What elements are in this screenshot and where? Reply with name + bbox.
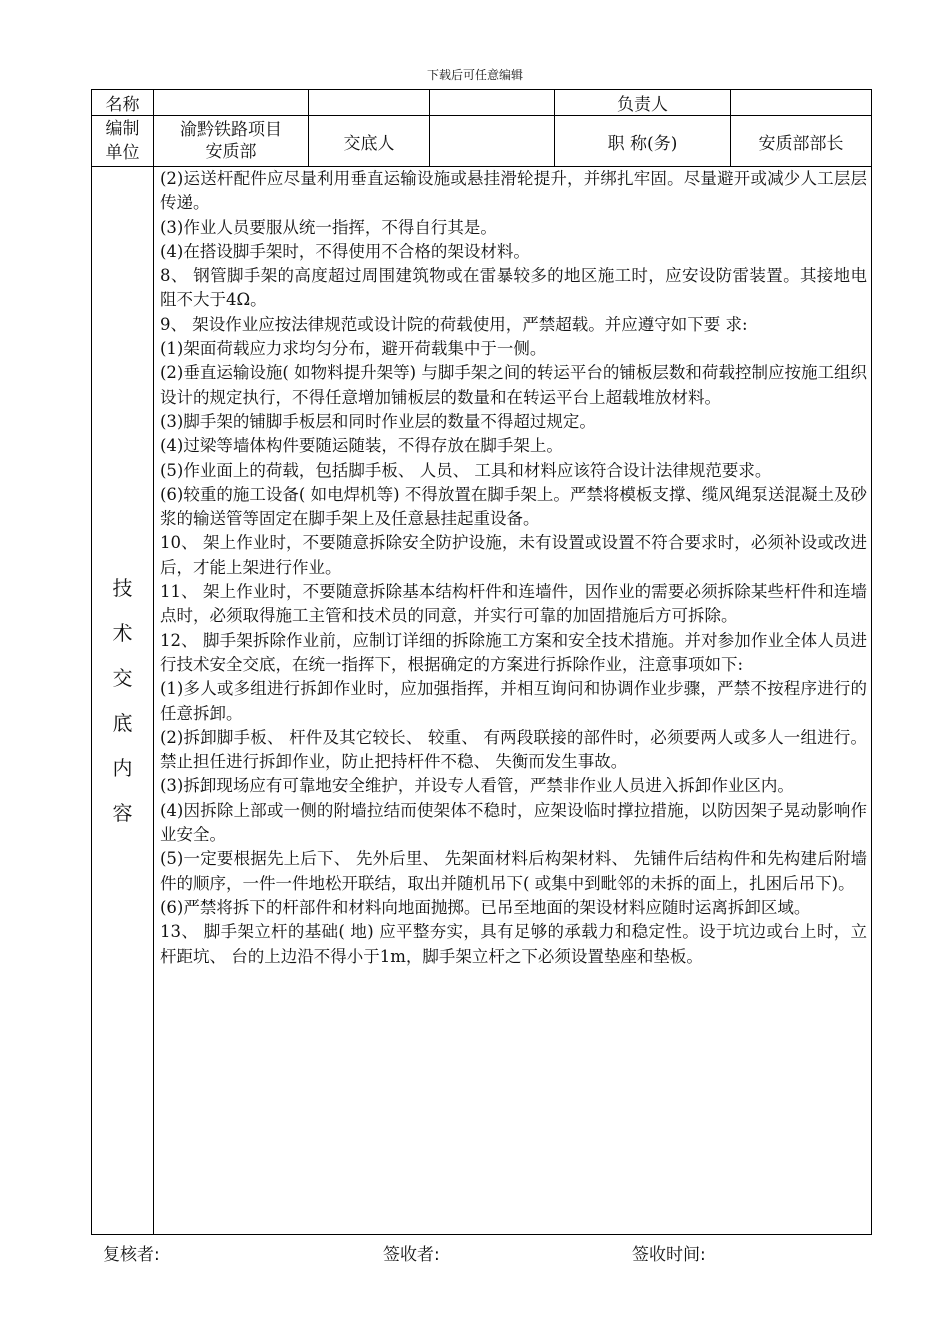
paragraph: 13、 脚手架立杆的基础( 地) 应平整夯实，具有足够的承载力和稳定性。设于坑边或台上时，立杆距坑、 台的上边沿不得小于1m，脚手架立杆之下必须设置垫座和垫板。 xyxy=(160,922,867,966)
paragraph: 11、 架上作业时，不要随意拆除基本结构杆件和连墙件，因作业的需要必须拆除某些杆件和连墙点时，必须取得施工主管和技术员的同意，并实行可靠的加固措施后方可拆除。 xyxy=(160,582,867,626)
signature-footer xyxy=(0,1240,950,1266)
paragraph: (4)因拆除上部或一侧的附墙拉结而使架体不稳时，应架设临时撑拉措施，以防因架子晃动影响作业安全。 xyxy=(160,800,867,845)
paragraph: (2)垂直运输设施( 如物料提升架等) 与脚手架之间的转运平台的铺板层数和荷载控制应按施工组织设计的规定执行，不得任意增加铺板层的数量和在转运平台上超载堆放材料。 xyxy=(160,363,867,407)
paragraph: 10、 架上作业时，不要随意拆除安全防护设施，未有设置或设置不符合要求时，必须补设或改进后，才能上架进行作业。 xyxy=(160,533,867,577)
paragraph: (4)过梁等墙体构件要随运随装，不得存放在脚手架上。 xyxy=(160,436,563,456)
paragraph: (6)较重的施工设备( 如电焊机等) 不得放置在脚手架上。严禁将模板支撑、缆风绳泵送混凝土及砂浆的输送管等固定在脚手架上及任意悬挂起重设备。 xyxy=(160,484,867,529)
paragraph: (3)作业人员要服从统一指挥，不得自行其是。 xyxy=(160,217,497,237)
paragraph: (4)在搭设脚手架时，不得使用不合格的架设材料。 xyxy=(160,241,530,261)
content-body xyxy=(154,167,872,1235)
receive-time-label: 签收时间: xyxy=(632,1245,706,1265)
unit-label xyxy=(92,116,154,167)
unit-value-line1: 渝黔铁路项目 xyxy=(180,120,282,140)
unit-value-line2: 安质部 xyxy=(205,142,257,162)
title-value[interactable]: 安质部部长 xyxy=(731,116,872,167)
side-label-char: 术 xyxy=(112,620,133,645)
unit-value[interactable] xyxy=(154,116,309,167)
briefer-label: 交底人 xyxy=(309,116,430,167)
table-row-unit xyxy=(92,116,872,167)
side-label-char: 底 xyxy=(112,710,133,735)
table-row-name xyxy=(92,90,872,116)
paragraph: (1)架面荷载应力求均匀分布，避开荷载集中于一侧。 xyxy=(160,339,547,359)
name-extra-value[interactable] xyxy=(309,90,430,116)
briefer-value[interactable] xyxy=(430,116,555,167)
paragraph: (2)拆卸脚手板、 杆件及其它较长、 较重、 有两段联接的部件时，必须要两人或多人一组进行。禁止担任进行拆卸作业，防止把持杆件不稳、 失衡而发生事故。 xyxy=(160,727,867,772)
side-label-char: 内 xyxy=(112,755,133,780)
paragraph: 8、 钢管脚手架的高度超过周围建筑物或在雷暴较多的地区施工时，应安设防雷装置。其接地电阻不大于4Ω。 xyxy=(160,266,867,310)
title-label: 职 称(务) xyxy=(555,116,731,167)
blank-cell xyxy=(430,90,555,116)
paragraph: (5)作业面上的荷载，包括脚手板、 人员、 工具和材料应该符合设计法律规范要求。 xyxy=(160,460,772,480)
responsible-label: 负责人 xyxy=(555,90,731,116)
responsible-value[interactable] xyxy=(731,90,872,116)
header-note: 下载后可任意编辑 xyxy=(426,68,523,82)
table-row-content xyxy=(92,167,872,1235)
paragraph: (3)脚手架的铺脚手板层和同时作业层的数量不得超过规定。 xyxy=(160,411,596,431)
unit-label-line2: 单位 xyxy=(105,143,140,163)
paragraph: (5)一定要根据先上后下、 先外后里、 先架面材料后构架材料、 先铺件后结构件和先构建后附墙件的顺序，一件一件地松开联结，取出并随机吊下( 或集中到毗邻的未拆的面上，扎困后吊下)。 xyxy=(160,849,867,893)
paragraph: (1)多人或多组进行拆卸作业时，应加强指挥，并相互询问和协调作业步骤，严禁不按程序进行的任意拆卸。 xyxy=(160,679,867,723)
paragraph: 9、 架设作业应按法律规范或设计院的荷载使用，严禁超载。并应遵守如下要 求: xyxy=(160,314,748,334)
paragraph: (2)运送杆配件应尽量利用垂直运输设施或悬挂滑轮提升，并绑扎牢固。尽量避开或减少人工层层传递。 xyxy=(160,169,867,213)
unit-label-line1: 编制 xyxy=(105,119,140,139)
side-label-char: 技 xyxy=(112,575,133,600)
paragraph: 12、 脚手架拆除作业前，应制订详细的拆除施工方案和安全技术措施。并对参加作业全体人员进行技术安全交底，在统一指挥下，根据确定的方案进行拆除作业，注意事项如下: xyxy=(160,630,867,674)
name-label: 名称 xyxy=(92,90,154,116)
paragraph: (3)拆卸现场应有可靠地安全维护，并设专人看管，严禁非作业人员进入拆卸作业区内。 xyxy=(160,776,794,796)
receiver-label: 签收者: xyxy=(383,1245,440,1265)
side-label-char: 交 xyxy=(112,665,133,690)
content-paragraphs xyxy=(160,167,867,969)
name-value[interactable] xyxy=(154,90,309,116)
reviewer-label: 复核者: xyxy=(103,1245,160,1265)
disclosure-table xyxy=(91,89,872,1235)
side-label-char: 容 xyxy=(112,800,133,825)
content-side-label xyxy=(92,167,154,1235)
paragraph: (6)严禁将拆下的杆部件和材料向地面抛掷。已吊至地面的架设材料应随时运离拆卸区域。 xyxy=(160,897,811,917)
